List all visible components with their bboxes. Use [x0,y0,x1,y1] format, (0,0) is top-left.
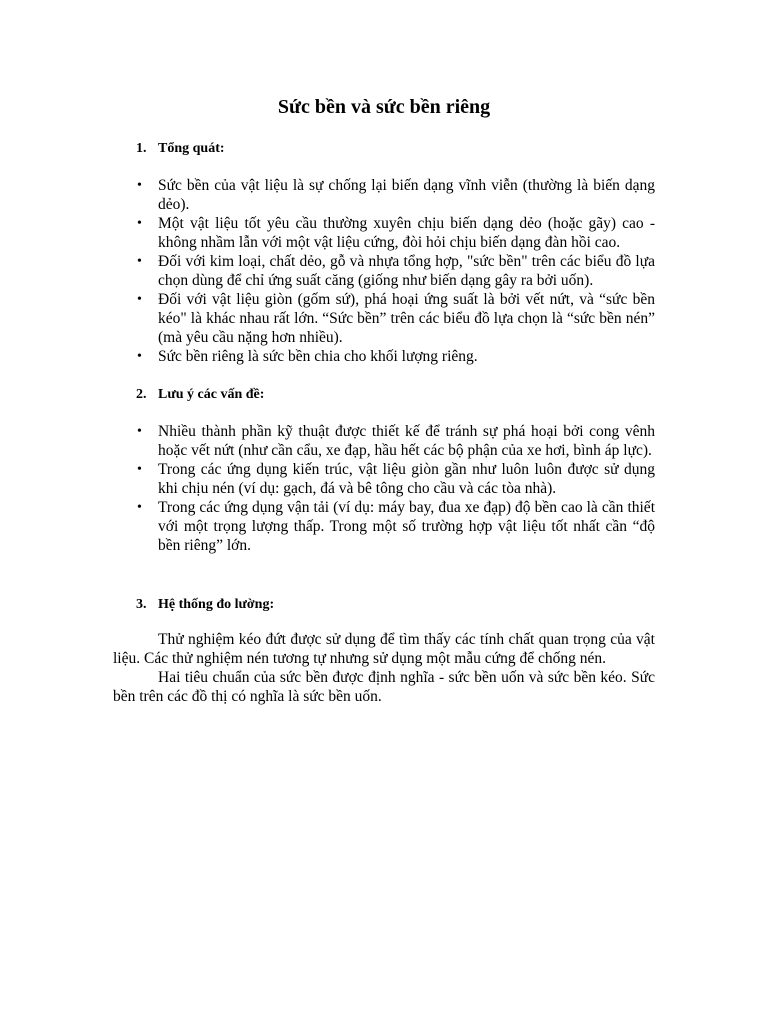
measurement-paragraphs [113,630,655,706]
list-item [137,422,655,460]
list-item-text: Sức bền của vật liệu là sự chống lại biến dạng vĩnh viễn (thường là biến dạng dẻo). [158,177,655,213]
bullet-icon: • [137,349,142,364]
section-heading-text: Hệ thống đo lường: [158,597,275,612]
body-paragraph: Hai tiêu chuẩn của sức bền được định nghĩa - sức bền uốn và sức bền kéo. Sức bền trên các đồ thị có nghĩa là sức bền uốn. [113,669,655,705]
bullet-icon: • [137,178,142,193]
body-paragraph: Thử nghiệm kéo đứt được sử dụng để tìm thấy các tính chất quan trọng của vật liệu. Các thử nghiệm nén tương tự nhưng sử dụng một mẫu cứng để chống nén. [113,631,655,667]
list-item [137,460,655,498]
bullet-icon: • [137,216,142,231]
page-title: Sức bền và sức bền riêng [277,96,491,118]
bullet-icon: • [137,292,142,307]
list-item-text: Đối với kim loại, chất dẻo, gỗ và nhựa tổng hợp, "sức bền" trên các biểu đồ lựa chọn dùng để chỉ ứng suất căng (giống như biến dạng gây ra bởi uốn). [158,253,655,289]
section-heading-notes [136,385,264,404]
list-item [137,214,655,252]
list-item-text: Trong các ứng dụng kiến trúc, vật liệu giòn gần như luôn luôn được sử dụng khi chịu nén (ví dụ: gạch, đá và bê tông cho cầu và các tòa nhà). [158,461,655,497]
section-heading-measurement [136,595,274,614]
list-item-text: Sức bền riêng là sức bền chia cho khối lượng riêng. [158,348,478,365]
list-item [137,290,655,347]
bullet-list-general [137,176,655,366]
section-number: 1. [136,141,147,156]
section-heading-text: Tổng quát: [158,141,225,156]
list-item-text: Đối với vật liệu giòn (gốm sứ), phá hoại ứng suất là bởi vết nứt, và “sức bền kéo" là khác nhau rất lớn. “Sức bền” trên các biểu đồ lựa chọn là “sức bền nén” (mà yêu cầu nặng hơn nhiều). [158,291,655,346]
list-item-text: Trong các ứng dụng vận tải (ví dụ: máy bay, đua xe đạp) độ bền cao là cần thiết với một trọng lượng thấp. Trong một số trường hợp vật liệu tốt nhất cần “độ bền riêng” lớn. [158,499,655,554]
bullet-icon: • [137,424,142,439]
section-number: 2. [136,387,147,402]
list-item-text: Nhiều thành phần kỹ thuật được thiết kế để tránh sự phá hoại bởi cong vênh hoặc vết nứt (như cần cẩu, xe đạp, hầu hết các bộ phận của xe hơi, bình áp lực). [158,423,655,459]
bullet-list-notes [137,422,655,555]
list-item [137,176,655,214]
bullet-icon: • [137,462,142,477]
section-heading-text: Lưu ý các vấn đề: [158,387,265,402]
bullet-icon: • [137,500,142,515]
list-item [137,252,655,290]
section-number: 3. [136,597,147,612]
list-item [137,498,655,555]
list-item [137,347,655,366]
bullet-icon: • [137,254,142,269]
section-heading-general [136,139,225,158]
list-item-text: Một vật liệu tốt yêu cầu thường xuyên chịu biến dạng dẻo (hoặc gãy) cao - không nhầm lẫn với một vật liệu cứng, đòi hỏi chịu biến dạng đàn hồi cao. [158,215,655,251]
